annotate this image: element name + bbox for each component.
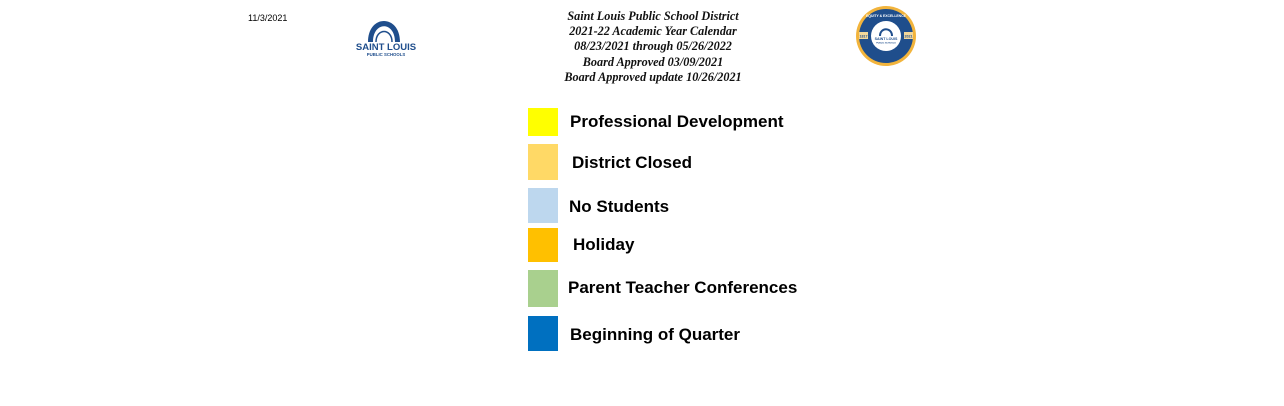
svg-text:PUBLIC SCHOOLS: PUBLIC SCHOOLS — [876, 42, 896, 45]
svg-text:SAINT LOUIS: SAINT LOUIS — [874, 37, 898, 41]
slps-logo — [350, 10, 422, 60]
svg-text:EQUITY & EXCELLENCE: EQUITY & EXCELLENCE — [866, 14, 906, 18]
legend-label: No Students — [569, 197, 670, 216]
legend-label: Parent Teacher Conferences — [568, 278, 798, 297]
legend-label: Beginning of Quarter — [570, 325, 740, 344]
header-district: Saint Louis Public School District — [567, 9, 739, 23]
header-year: 2021-22 Academic Year Calendar — [569, 24, 737, 39]
header-dates: 08/23/2021 through 05/26/2022 — [574, 39, 732, 54]
header-approved: Board Approved 03/09/2021 — [582, 54, 724, 69]
legend-swatch — [528, 108, 558, 136]
legend-swatch — [528, 188, 558, 223]
legend-label: District Closed — [572, 153, 692, 172]
logo-title: SAINT LOUIS — [355, 42, 417, 53]
svg-text:1817: 1817 — [859, 34, 868, 39]
legend-swatch — [528, 228, 558, 262]
legend-swatch — [528, 270, 558, 307]
legend-swatch — [528, 316, 558, 351]
header-update: Board Approved update 10/26/2021 — [564, 69, 742, 84]
legend-label: Professional Development — [570, 112, 784, 131]
print-date: 11/3/2021 — [248, 13, 288, 23]
logo-subtitle: PUBLIC SCHOOLS — [366, 52, 406, 57]
svg-text:2021: 2021 — [904, 34, 913, 39]
district-seal — [855, 5, 917, 67]
legend-swatch — [528, 144, 558, 180]
calendar-header — [520, 9, 786, 85]
legend-label: Holiday — [573, 235, 635, 254]
